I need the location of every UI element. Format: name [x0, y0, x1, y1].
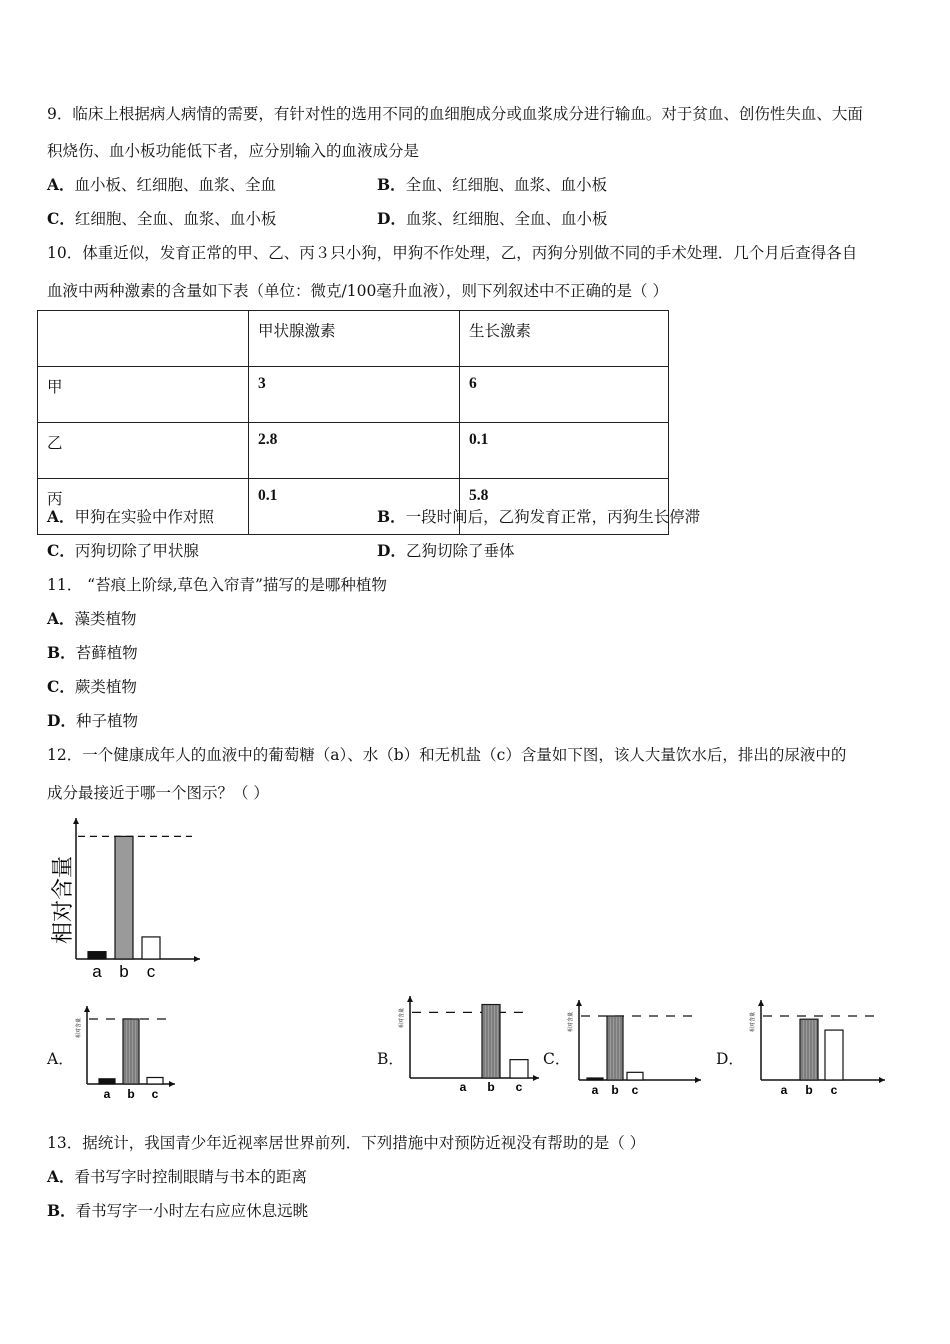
bar-c: [825, 1030, 843, 1080]
q12-option-b-label: B．: [377, 1050, 404, 1068]
main-bar-chart: [40, 812, 210, 982]
y-axis-arrow: [576, 1000, 582, 1006]
x-axis-arrow: [533, 1075, 539, 1081]
q11-option-b: B．苔藓植物: [47, 643, 138, 662]
x-tick-label-b: b: [611, 1083, 619, 1097]
table-cell: 6: [460, 367, 669, 423]
q10-stem-line1: 10．体重近似，发育正常的甲、乙、丙３只小狗，甲狗不作处理，乙，丙狗分别做不同的手术处理．几个月后查得各自: [47, 244, 858, 262]
bar-b: [800, 1019, 818, 1080]
table-row: [38, 367, 669, 423]
bar-b: [115, 836, 133, 959]
q9-stem-line1: 9．临床上根据病人病情的需要，有针对性的选用不同的血细胞成分或血浆成分进行输血。对于贫血、创伤性失血、大面: [47, 105, 863, 123]
bar-c: [142, 937, 160, 959]
hormone-table: [37, 310, 669, 535]
q9-option-d: D．血浆、红细胞、全血、血小板: [377, 209, 608, 228]
x-axis-arrow: [879, 1077, 885, 1083]
q11-option-d: D．种子植物: [47, 711, 138, 730]
y-axis-arrow: [407, 996, 413, 1002]
x-tick-label-c: c: [515, 1080, 523, 1094]
table-header-cell: 甲状腺激素: [249, 311, 460, 367]
q12-stem-line1: 12．一个健康成年人的血液中的葡萄糖（a）、水（b）和无机盐（c）含量如下图，该人大量饮水后，排出的尿液中的: [47, 746, 847, 764]
x-axis-arrow: [169, 1081, 175, 1087]
x-tick-label-a: a: [459, 1080, 467, 1094]
x-tick-label-c: c: [146, 962, 156, 981]
q10-option-b: B．一段时间后，乙狗发育正常，丙狗生长停滞: [377, 507, 701, 526]
x-axis-arrow: [695, 1077, 701, 1083]
bar-c: [510, 1060, 528, 1078]
bar-a: [99, 1079, 115, 1084]
x-tick-label-c: c: [151, 1087, 159, 1100]
option-d-chart: [735, 996, 890, 1100]
table-header-row: [38, 311, 669, 367]
q10-stem-line2: 血液中两种激素的含量如下表（单位：微克/100毫升血液），则下列叙述中不正确的是（ ）: [47, 282, 668, 300]
option-b-chart: [397, 992, 547, 1100]
bar-c: [147, 1078, 163, 1085]
table-cell: 2.8: [249, 423, 460, 479]
table-header-cell: [38, 311, 249, 367]
table-cell: 丙: [38, 479, 249, 535]
q11-stem: 11． “苔痕上阶绿,草色入帘青”描写的是哪种植物: [47, 576, 387, 594]
x-tick-label-a: a: [591, 1083, 599, 1097]
option-c-chart: [563, 996, 703, 1100]
q12-option-c-label: C．: [543, 1050, 571, 1068]
q9-option-a: A．血小板、红细胞、血浆、全血: [47, 175, 277, 194]
table-cell: 乙: [38, 423, 249, 479]
q10-option-d: D．乙狗切除了垂体: [377, 541, 515, 560]
x-tick-label-a: a: [103, 1087, 111, 1100]
q10-option-c: C．丙狗切除了甲状腺: [47, 541, 199, 560]
bar-a: [88, 952, 106, 959]
table-cell: 0.1: [249, 479, 460, 535]
x-tick-label-a: a: [92, 962, 102, 981]
x-tick-label-c: c: [830, 1083, 838, 1097]
q11-option-c: C．蕨类植物: [47, 677, 137, 696]
y-axis-small-label: 相对含量: [399, 1007, 405, 1029]
x-axis-arrow: [194, 956, 200, 962]
q13-option-b: B．看书写字一小时左右应应休息远眺: [47, 1201, 309, 1220]
table-row: [38, 423, 669, 479]
y-axis-arrow: [73, 818, 79, 824]
y-axis-arrow: [758, 1000, 764, 1006]
q12-option-a-label: A．: [47, 1050, 74, 1068]
table-header-cell: 生长激素: [460, 311, 669, 367]
q12-stem-line2: 成分最接近于哪一个图示？（ ）: [47, 784, 269, 802]
x-tick-label-b: b: [805, 1083, 813, 1097]
q9-option-c: C．红细胞、全血、血浆、血小板: [47, 209, 277, 228]
q10-option-a: A．甲狗在实验中作对照: [47, 507, 215, 526]
bar-c: [627, 1072, 643, 1080]
y-axis-small-label: 相对含量: [76, 1017, 82, 1039]
table-cell: 3: [249, 367, 460, 423]
q9-option-b: B．全血、红细胞、血浆、血小板: [377, 175, 608, 194]
x-tick-label-a: a: [780, 1083, 788, 1097]
x-tick-label-c: c: [631, 1083, 639, 1097]
x-tick-label-b: b: [119, 962, 129, 981]
table-cell: 甲: [38, 367, 249, 423]
table-cell: 0.1: [460, 423, 669, 479]
y-axis-small-label: 相对含量: [750, 1011, 756, 1033]
y-axis-label: 相对含量: [50, 855, 75, 945]
q11-option-a: A．藻类植物: [47, 609, 137, 628]
option-a-chart: [65, 1000, 225, 1100]
table-cell: 5.8: [460, 479, 669, 535]
y-axis-arrow: [84, 1006, 90, 1012]
q13-option-a: A．看书写字时控制眼睛与书本的距离: [47, 1167, 308, 1186]
x-tick-label-b: b: [127, 1087, 135, 1100]
y-axis-small-label: 相对含量: [568, 1011, 574, 1033]
q13-stem: 13．据统计，我国青少年近视率居世界前列．下列措施中对预防近视没有帮助的是（ ）: [47, 1134, 646, 1152]
bar-b: [482, 1005, 500, 1078]
bar-a: [587, 1078, 603, 1080]
q9-stem-line2: 积烧伤、血小板功能低下者，应分别输入的血液成分是: [47, 142, 420, 160]
q12-option-d-label: D．: [716, 1050, 744, 1068]
x-tick-label-b: b: [487, 1080, 495, 1094]
